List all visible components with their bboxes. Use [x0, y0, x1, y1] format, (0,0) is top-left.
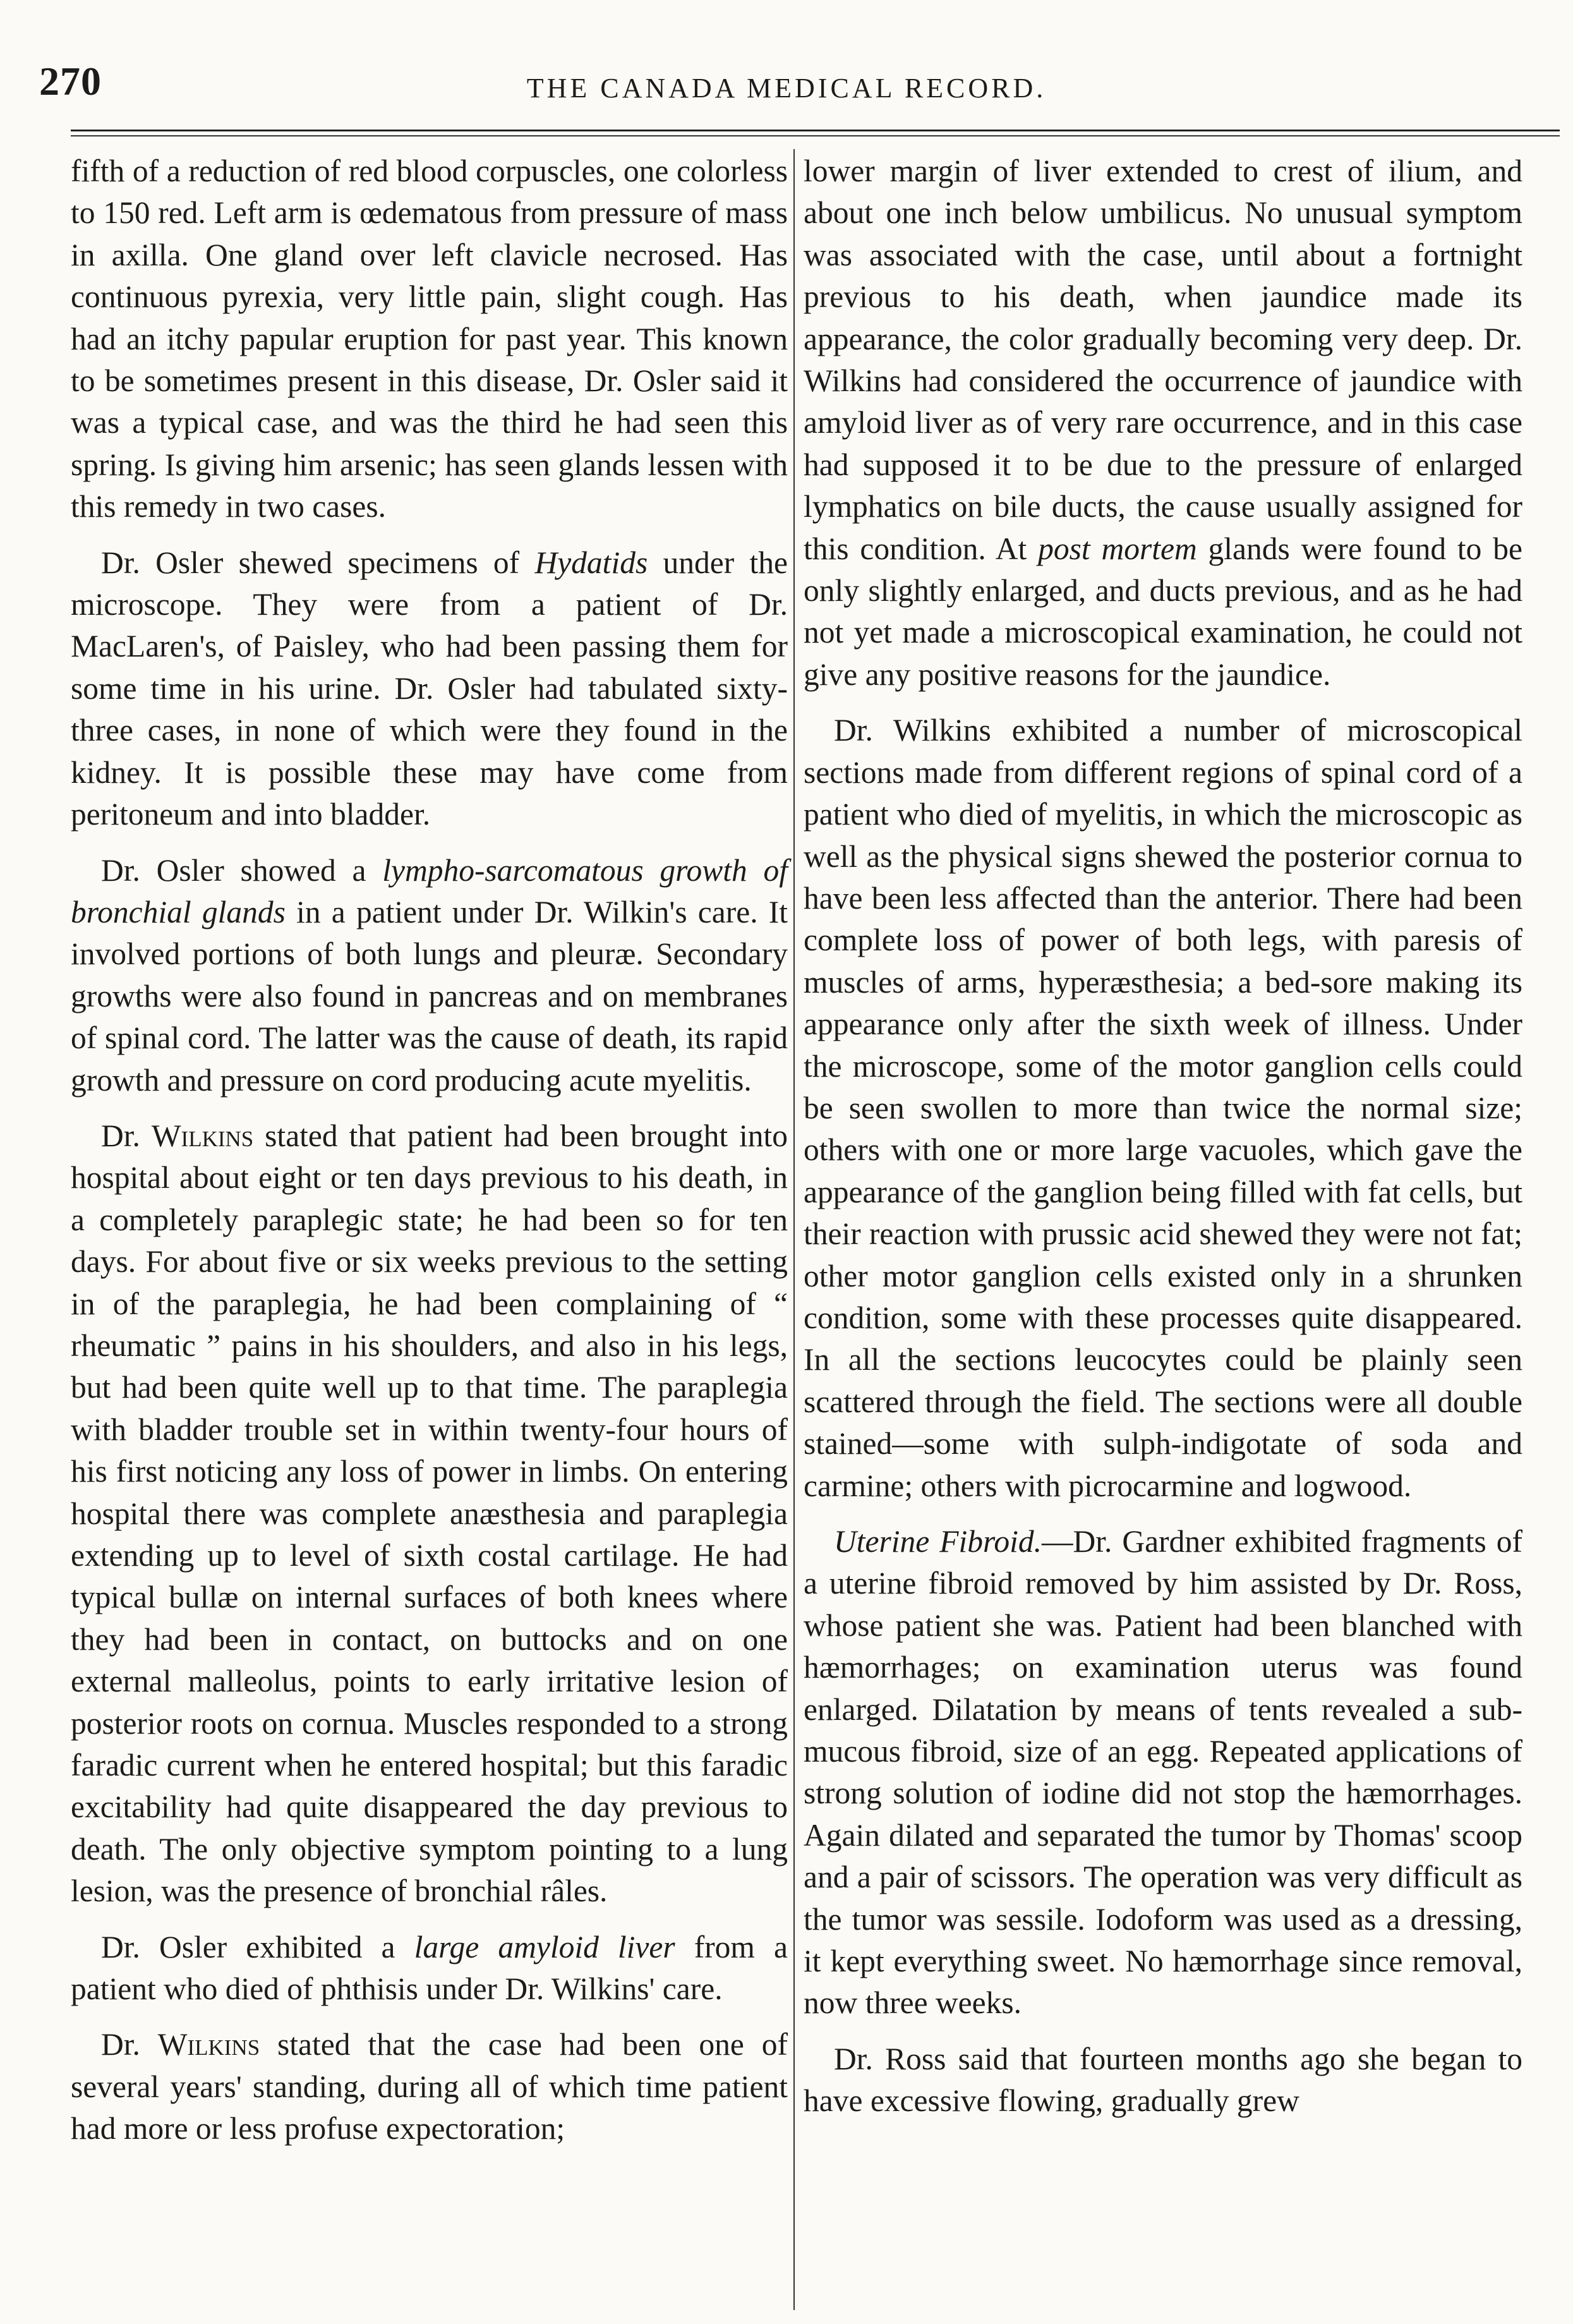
- paragraph: [71, 542, 788, 836]
- text-run: under the microscope. They were from a patient of Dr. MacLaren's, of Paisley, who had been passing them for some time in his urine. Dr. Osler had tabulated sixty-three cases, in none of which were they found in the kidney. It is possible these may have come from peritoneum and into bladder.: [71, 545, 788, 832]
- text-run: —Dr. Gardner exhibited fragments of a uterine fibroid removed by him assisted by Dr. Ross, whose patient she was. Patient had been blanched with hæmorrhages; on examination uterus was found enlarged. Dilatation by means of tents revealed a sub-mucous fibroid, size of an egg. Repeated applications of strong solution of iodine did not stop the hæmorrhages. Again dilated and separated the tumor by Thomas' scoop and a pair of scissors. The operation was very difficult as the tumor was sessile. Iodoform was used as a dressing, it kept everything sweet. No hæmorrhage since removal, now three weeks.: [804, 1524, 1522, 2021]
- text-run: lower margin of liver extended to crest of ilium, and about one inch below umbilicus. No unusual symptom was associated with the case, until about a fortnight previous to his death, when jaundice made its appearance, the color gradually becoming very deep. Dr. Wilkins had considered the occurrence of jaundice with amyloid liver as of very rare occurrence, and in this case had supposed it to be due to the pressure of enlarged lymphatics on bile ducts, the cause usually assigned for this condition. At: [804, 154, 1522, 566]
- right-column: [804, 150, 1522, 2136]
- paragraph: Dr. Wilkins exhibited a number of microscopical sections made from different regions of spinal cord of a patient who died of myelitis, in which the microscopic as well as the physical signs shewed the posterior cornua to have been less affected than the anterior. There had been complete loss of power of both legs, with paresis of muscles of arms, hyperæsthesia; a bed-sore making its appearance only after the sixth week of illness. Under the microscope, some of the motor ganglion cells could be seen swollen to more than twice the normal size; others with one or more large vacuoles, which gave the appearance of the ganglion being filled with fat cells, but their reaction with prussic acid shewed they were not fat; other motor ganglion cells existed only in a shrunken condition, some with these processes quite disappeared. In all the sections leucocytes could be plainly seen scattered through the field. The sections were all double stained—some with sulph-indigotate of soda and carmine; others with picrocarmine and logwood.: [804, 713, 1522, 1503]
- column-divider: [793, 149, 795, 2310]
- paragraph: [804, 150, 1522, 696]
- italic-term: lympho-sarcomatous growth of bronchial glands: [71, 852, 788, 929]
- paragraph: [71, 850, 788, 1101]
- text-run: stated that the case had been one of several years' standing, during all of which time patient had more or less profuse expectoration;: [71, 2027, 788, 2146]
- running-head: THE CANADA MEDICAL RECORD.: [526, 73, 1047, 104]
- italic-term: post mortem: [1038, 531, 1197, 566]
- paragraph: [71, 2024, 788, 2150]
- paragraph: Dr. Ross said that fourteen months ago she began to have excessive flowing, gradually grew: [804, 2041, 1522, 2119]
- text-run: glands were found to be only slightly enlarged, and ducts previous, and as he had not yet made a microscopical examination, he could not give any positive reasons for the jaundice.: [804, 531, 1522, 692]
- italic-term: Hydatids: [534, 545, 648, 580]
- header-rule: [71, 135, 1560, 136]
- paragraph: fifth of a reduction of red blood corpuscles, one colorless to 150 red. Left arm is œdematous from pressure of mass in axilla. One gland over left clavicle necrosed. Has continuous pyrexia, very little pain, slight cough. Has had an itchy papular eruption for past year. This known to be sometimes present in this disease, Dr. Osler said it was a typical case, and was the third he had seen this spring. Is giving him arsenic; has seen glands lessen with this remedy in two cases.: [71, 154, 788, 524]
- text-run: Dr.: [101, 1118, 152, 1153]
- left-column: [71, 150, 788, 2164]
- text-run: from a patient who died of phthisis under Dr. Wilkins' care.: [71, 1929, 788, 2007]
- text-run: Dr. Osler shewed specimens of: [101, 545, 535, 580]
- italic-term: large amyloid liver: [414, 1929, 675, 1964]
- text-run: in a patient under Dr. Wilkin's care. It involved portions of both lungs and pleuræ. Secondary growths were also found in pancreas and on membranes of spinal cord. The latter was the cause of death, its rapid growth and pressure on cord producing acute myelitis.: [71, 894, 788, 1098]
- section-heading: Uterine Fibroid.: [834, 1524, 1042, 1559]
- text-run: Dr. Osler exhibited a: [101, 1929, 414, 1964]
- paragraph: [71, 1115, 788, 1913]
- text-run: Dr.: [101, 2027, 158, 2062]
- text-run: stated that patient had been brought into hospital about eight or ten days previous to his death, in a completely paraplegic state; he had been so for ten days. For about five or six weeks previous to the setting in of the paraplegia, he had been complaining of “ rheumatic ” pains in his shoulders, and also in his legs, but had been quite well up to that time. The paraplegia with bladder trouble set in within twenty-four hours of his first noticing any loss of power in limbs. On entering hospital there was complete anæsthesia and paraplegia extending up to level of sixth costal cartilage. He had typical bullæ on internal surfaces of both knees where they had been in contact, on buttocks and on one external malleolus, points to early irritative lesion of posterior roots on cornua. Muscles responded to a strong faradic current when he entered hospital; but this faradic excitability had quite disappeared the day previous to death. The only objective symptom pointing to a lung lesion, was the presence of bronchial râles.: [71, 1118, 788, 1909]
- paragraph: [71, 1927, 788, 2011]
- speaker-name: Wilkins: [151, 1118, 254, 1153]
- text-run: Dr. Osler showed a: [101, 852, 383, 888]
- speaker-name: Wilkins: [157, 2027, 260, 2062]
- paragraph: [804, 1521, 1522, 2024]
- page-number: 270: [39, 59, 102, 104]
- header-rule: [71, 130, 1560, 131]
